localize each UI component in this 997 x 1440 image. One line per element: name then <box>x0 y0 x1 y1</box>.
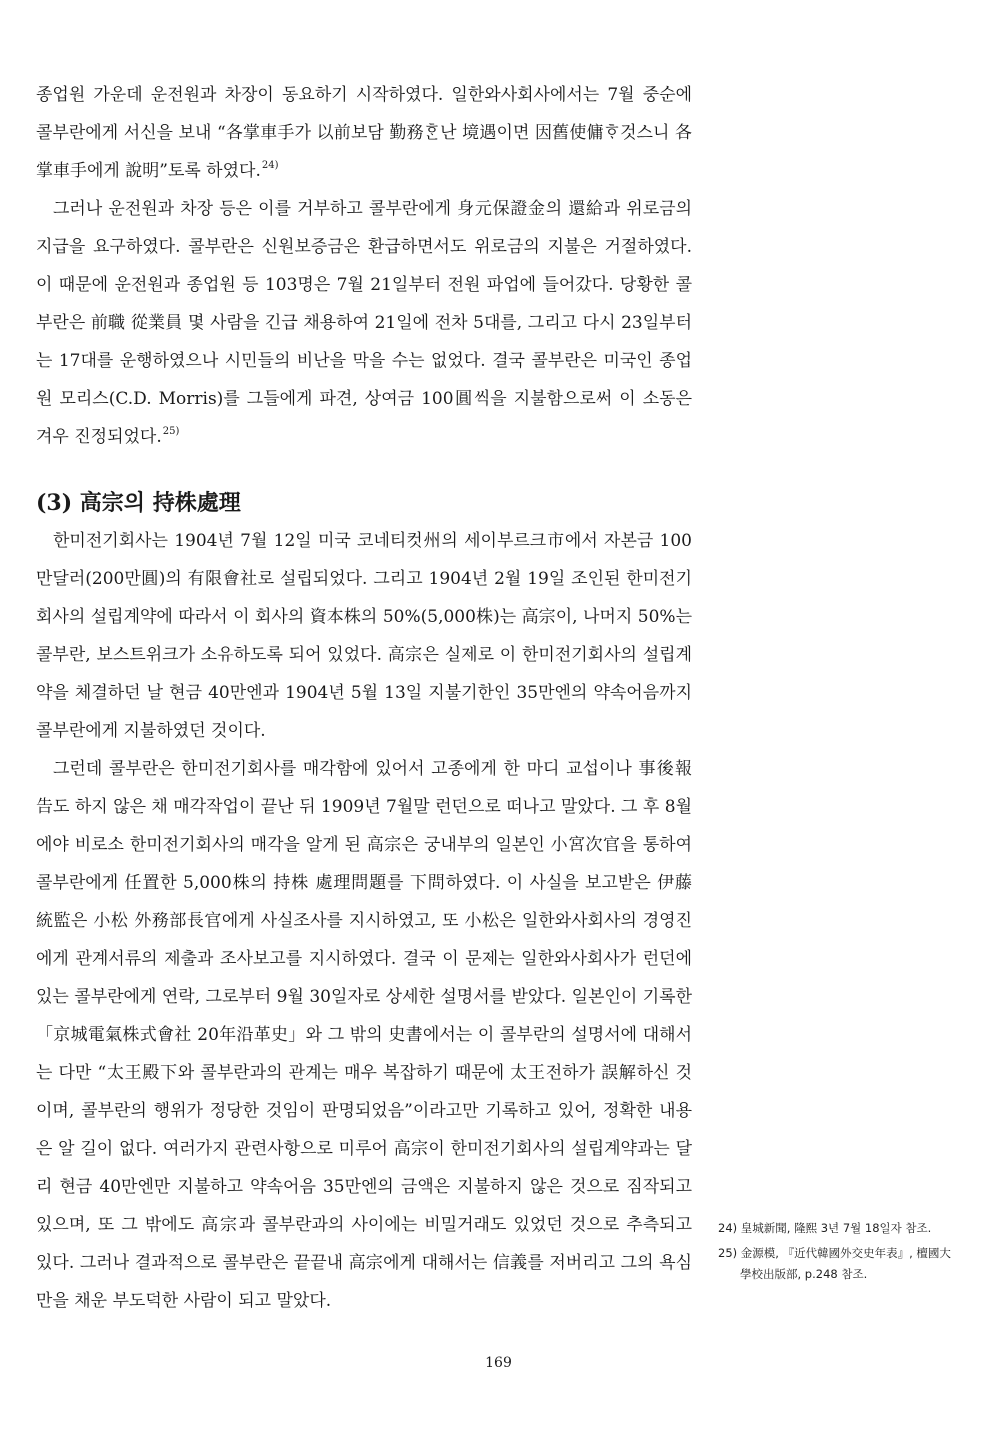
footnote-ref-24: 24) <box>261 160 279 171</box>
paragraph-1-text: 종업원 가운데 운전원과 차장이 동요하기 시작하였다. 일한와사회사에서는 7월 중순에 콜부란에게 서신을 보내 “各掌車手가 以前보담 勤務ᄒᆞᆫ난 境遇이면 因舊使傭ᄒᆞ것스니 各掌車手에게 說明”토록 하였다. <box>36 85 692 181</box>
paragraph-3: 한미전기회사는 1904년 7월 12일 미국 코네티컷州의 세이부르크市에서 자본금 100만달러(200만圓)의 有限會社로 설립되었다. 그리고 1904년 2월 19일 조인된 한미전기회사의 설립계약에 따라서 이 회사의 資本株의 50%(5,000株)는 高宗이, 나머지 50%는 콜부란, 보스트위크가 소유하도록 되어 있었다. 高宗은 실제로 이 한미전기회사의 설립계약을 체결하던 날 현금 40만엔과 1904년 5월 13일 지불기한인 35만엔의 약속어음까지 콜부란에게 지불하였던 것이다. <box>36 531 692 741</box>
paragraph-2 <box>36 190 692 456</box>
footnote-24: 24) 皇城新聞, 隆熙 3년 7월 18일자 참조. <box>718 1221 932 1235</box>
paragraph-1 <box>36 76 692 190</box>
paragraph-2-text: 그러나 운전원과 차장 등은 이를 거부하고 콜부란에게 身元保證金의 還給과 위로금의 지급을 요구하였다. 콜부란은 신원보증금은 환급하면서도 위로금의 지불은 거절하였다. 이 때문에 운전원과 종업원 등 103명은 7월 21일부터 전원 파업에 들어갔다. 당황한 콜부란은 前職 從業員 몇 사람을 긴급 채용하여 21일에 전차 5대를, 그리고 다시 23일부터는 17대를 운행하였으나 시민들의 비난을 막을 수는 없었다. 결국 콜부란은 미국인 종업원 모리스(C.D. Morris)를 그들에게 파견, 상여금 100圓씩을 지불함으로써 이 소동은 겨우 진정되었다. <box>36 199 692 447</box>
page-number: 169 <box>485 1355 512 1371</box>
footnote-25: 25) 金源模, 『近代韓國外交史年表』, 檀國大學校出版部, p.248 참조. <box>718 1246 951 1281</box>
footnote-ref-25: 25) <box>162 426 180 437</box>
paragraph-4: 그런데 콜부란은 한미전기회사를 매각함에 있어서 고종에게 한 마디 교섭이나 事後報告도 하지 않은 채 매각작업이 끝난 뒤 1909년 7월말 런던으로 떠나고 말았다. 그 후 8월에야 비로소 한미전기회사의 매각을 알게 된 高宗은 궁내부의 일본인 小宮次官을 통하여 콜부란에게 任置한 5,000株의 持株 處理問題를 下問하였다. 이 사실을 보고받은 伊藤 統監은 小松 外務部長官에게 사실조사를 지시하였고, 또 小松은 일한와사회사의 경영진에게 관계서류의 제출과 조사보고를 지시하였다. 결국 이 문제는 일한와사회사가 런던에 있는 콜부란에게 연락, 그로부터 9월 30일자로 상세한 설명서를 받았다. 일본인이 기록한 「京城電氣株式會社 20年沿革史」와 그 밖의 史書에서는 이 콜부란의 설명서에 대해서는 다만 “太王殿下와 콜부란과의 관계는 매우 복잡하기 때문에 太王전하가 誤解하신 것이며, 콜부란의 행위가 정당한 것임이 판명되었음”이라고만 기록하고 있어, 정확한 내용은 알 길이 없다. 여러가지 관련사항으로 미루어 高宗이 한미전기회사의 설립계약과는 달리 현금 40만엔만 지불하고 약속어음 35만엔의 금액은 지불하지 않은 것으로 짐작되고 있으며, 또 그 밖에도 高宗과 콜부란과의 사이에는 비밀거래도 있었던 것으로 추측되고 있다. 그러나 결과적으로 콜부란은 끝끝내 高宗에게 대해서는 信義를 저버리고 그의 욕심만을 채운 부도덕한 사람이 되고 말았다. <box>36 759 692 1311</box>
footnotes <box>718 1218 954 1289</box>
body-text <box>36 76 692 1320</box>
section-heading: (3) 高宗의 持株處理 <box>36 490 241 516</box>
